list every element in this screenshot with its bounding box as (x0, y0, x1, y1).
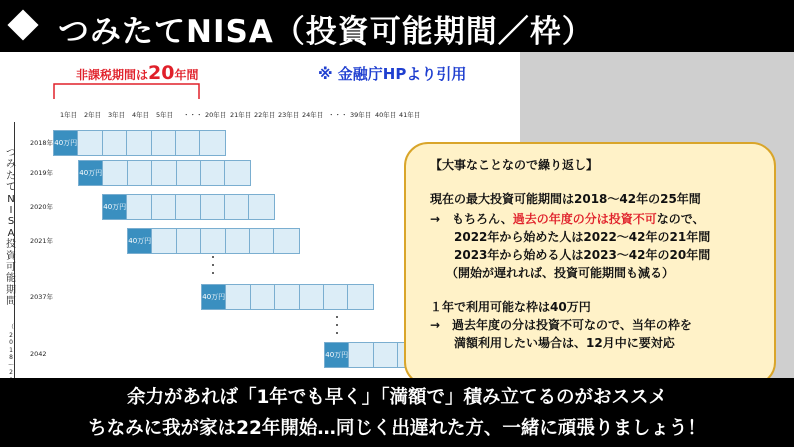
column-label: ・・・ (328, 111, 348, 119)
row-year-label: 2020年 (30, 203, 54, 211)
ellipsis-dots (336, 316, 339, 340)
annual-limit-cell: 40万円 (128, 229, 152, 253)
row-year-label: 2042 (30, 350, 47, 358)
callout-line-1-red: 過去の年度の分は投資不可 (512, 212, 657, 226)
year-cell (300, 285, 324, 309)
callout-line-1-prefix: → もちろん、 (430, 212, 513, 226)
year-cell (374, 343, 398, 367)
year-cell (201, 161, 225, 185)
year-cell (250, 229, 274, 253)
callout-heading: 【大事なことなので繰り返し】 (430, 158, 599, 172)
year-cell (274, 229, 298, 253)
callout-max-period: 現在の最大投資可能期間は2018〜42年の25年間 (430, 192, 701, 206)
investment-period-bar (53, 130, 226, 156)
year-cell (226, 229, 250, 253)
year-cell (78, 131, 102, 155)
year-cell (103, 161, 127, 185)
investment-period-bar (102, 194, 275, 220)
callout-line-1-suffix: なので、 (656, 212, 705, 226)
footer-line-1: 余力があれば「1年でも早く」「満額で」積み立てるのがおススメ (126, 387, 668, 408)
year-cell (152, 195, 176, 219)
year-cell (176, 195, 200, 219)
column-label: 39年目 (350, 111, 372, 119)
column-label: 41年目 (399, 111, 421, 119)
year-cell (127, 131, 151, 155)
callout-line-3: 2023年から始める人は2023〜42年の20年間 (454, 248, 711, 262)
column-label: 22年目 (254, 111, 276, 119)
column-label: 40年目 (375, 111, 397, 119)
year-cell (103, 131, 127, 155)
column-label: 5年目 (156, 111, 174, 119)
year-cell (275, 285, 299, 309)
column-label: 2年目 (84, 111, 102, 119)
column-label: 20年目 (205, 111, 227, 119)
year-cell (225, 195, 249, 219)
year-cell (177, 229, 201, 253)
footer-line-2: ちなみに我が家は22年開始…同じく出遅れた方、一緒に頑張りましょう！ (88, 418, 706, 439)
year-cell (251, 285, 275, 309)
year-cell (152, 131, 176, 155)
annual-limit-cell: 40万円 (325, 343, 349, 367)
ellipsis-dots (212, 256, 215, 280)
diamond-icon (7, 9, 38, 40)
annual-limit-cell: 40万円 (202, 285, 226, 309)
year-cell (127, 195, 151, 219)
row-year-label: 2018年 (30, 139, 54, 147)
investment-period-bar (127, 228, 300, 254)
row-year-label: 2037年 (30, 293, 54, 301)
year-cell (249, 195, 273, 219)
nontax-bracket (53, 82, 200, 100)
title-bar (0, 0, 794, 52)
year-cell (176, 131, 200, 155)
year-cell (152, 229, 176, 253)
year-cell (348, 285, 372, 309)
column-label: ・・・ (183, 111, 203, 119)
callout-line-5: → 過去年度の分は投資不可なので、当年の枠を (430, 318, 692, 332)
row-year-label: 2021年 (30, 237, 54, 245)
annual-limit-cell: 40万円 (103, 195, 127, 219)
axis-title: つ み た て N I S A 投 資 可 能 期 間 (6, 148, 16, 308)
callout-line-2: 2022年から始めた人は2022〜42年の21年間 (454, 230, 711, 244)
year-cell (201, 195, 225, 219)
year-cell (201, 229, 225, 253)
footer-bar (0, 378, 794, 447)
year-cell (177, 161, 201, 185)
year-cell (200, 131, 224, 155)
main-panel (0, 52, 794, 378)
annual-limit-cell: 40万円 (54, 131, 78, 155)
column-label: 21年目 (230, 111, 252, 119)
year-cell (128, 161, 152, 185)
nontax-years: 20 (148, 62, 175, 84)
year-cell (152, 161, 176, 185)
column-label: 1年目 (60, 111, 78, 119)
nontax-period-label (76, 62, 198, 84)
year-cell (225, 161, 249, 185)
investment-period-bar (78, 160, 251, 186)
nontax-label-text: 非課税期間は (76, 68, 149, 82)
column-label: 23年目 (278, 111, 300, 119)
source-note: ※ 金融庁HPより引用 (318, 65, 467, 83)
callout-line-4: （開始が遅れれば、投資可能期間も減る） (446, 266, 675, 280)
investment-period-bar (201, 284, 374, 310)
annual-limit-cell: 40万円 (79, 161, 103, 185)
column-label: 4年目 (132, 111, 150, 119)
row-year-label: 2019年 (30, 169, 54, 177)
callout-box (404, 142, 776, 386)
page-title: つみたてNISA（投資可能期間／枠） (58, 14, 594, 50)
column-label: 3年目 (108, 111, 126, 119)
year-cell (226, 285, 250, 309)
column-label: 24年目 (302, 111, 324, 119)
year-cell (324, 285, 348, 309)
nontax-unit: 年間 (174, 68, 199, 82)
callout-limit: １年で利用可能な枠は40万円 (430, 300, 591, 314)
callout-line-1 (430, 210, 705, 227)
callout-line-6: 満額利用したい場合は、12月中に要対応 (454, 336, 675, 350)
axis-subtitle: （ 2 0 1 8 〜 2 (7, 324, 14, 376)
year-cell (349, 343, 373, 367)
